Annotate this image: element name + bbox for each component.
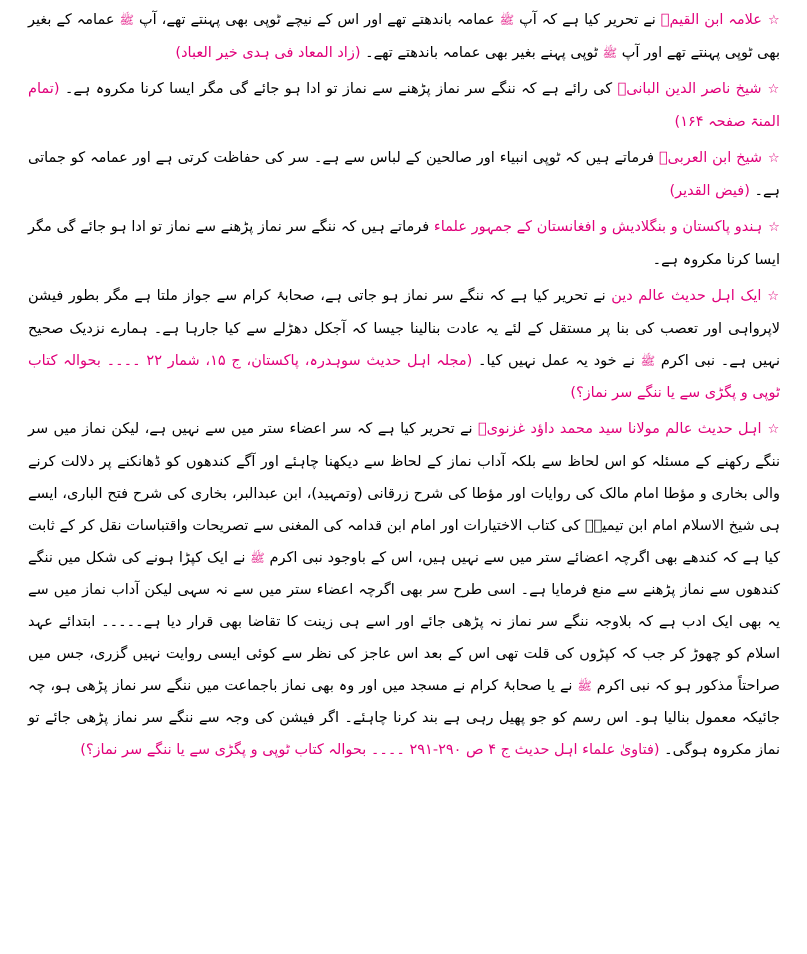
paragraph-text: عمامہ باندھتے تھے اور اس کے نیچے ٹوپی بھی پہنتے تھے، آپ bbox=[134, 12, 500, 28]
paragraph-ibn-qayyim bbox=[28, 4, 780, 69]
star-icon: ☆ bbox=[767, 422, 781, 437]
paragraph-ghaznavi bbox=[28, 413, 780, 766]
paragraph-albani bbox=[28, 73, 780, 138]
star-icon: ☆ bbox=[767, 289, 780, 304]
salutation-glyph: ﷺ bbox=[499, 13, 515, 27]
paragraph-text: نے تحریر کیا ہے کہ ننگے سر نماز ہو جاتی ہے، صحابۂ کرام سے جواز ملتا ہے مگر بطور فیشن لاپرواہی اور تعصب کی بنا پر مستقل کے لئے یہ عادت بنالینا جیسا کہ آجکل دھڑلے سے کیا جارہا ہے۔ ہمارے نزدیک صحیح نہیں ہے۔ نبی اکرم bbox=[28, 288, 780, 369]
paragraph-text: نے ایک کپڑا ہونے کی شکل میں ننگے کندھوں سے نماز پڑھنے سے منع فرمایا ہے۔ اسی طرح سر بھی اگرچہ اعضاء ستر میں سے نہ سہی لیکن آداب نماز میں سے یہ بھی ایک ادب ہے کہ بلاوجہ ننگے سر نماز نہ پڑھی جائے اور اسے ہی زینت کا تقاضا بھی قرار دیا ہے۔۔۔۔۔ ابتدائے عہد اسلام کو چھوڑ کر جب کہ کپڑوں کی قلت تھی اس کے بعد اس عاجز کی نظر سے کوئی ایسی روایت نہیں گزری، جس میں صراحتاً مذکور ہو کہ نبی اکرم bbox=[28, 550, 780, 694]
reference: (تمام المنۃ صفحہ ۱۶۴) bbox=[28, 81, 780, 130]
scholar-name: اہل حدیث عالم مولانا سید محمد داؤد غزنویؒ bbox=[477, 421, 762, 437]
salutation-glyph: ﷺ bbox=[577, 679, 592, 693]
scholar-name: شیخ ناصر الدین البانیؒ bbox=[617, 81, 762, 97]
paragraph-text: نے تحریر کیا ہے کہ سر اعضاء ستر میں سے نہیں ہے، لیکن نماز میں سر ننگے رکھنے کے مسئلہ کو اس لحاظ سے بلکہ آداب نماز کے لحاظ سے دیکھنا چاہئے اور آگے کندھوں کو ڈھانکنے پر دلالت کرنے والی بخاری و مؤطا امام مالک کی روایات اور مؤطا کی شرح زرقانی (وتمہید)، ابن عبدالبر، بخاری کی شرح فتح الباری، ایسے ہی شیخ الاسلام امام ابن تیمیہؒ کی کتاب الاختیارات اور امام ابن قدامہ کی المغنی سے تصریحات واقتباسات نقل کر کے ثابت کیا ہے کہ کندھے بھی اگرچہ اعضائے ستر میں سے نہیں ہیں، اس کے باوجود نبی اکرم bbox=[28, 421, 780, 566]
paragraph-ahl-hadith-alim bbox=[28, 280, 780, 409]
paragraph-text: نے تحریر کیا ہے کہ آپ bbox=[514, 12, 661, 28]
paragraph-jamhoor-ulama bbox=[28, 211, 780, 276]
star-icon: ☆ bbox=[768, 220, 780, 235]
star-icon: ☆ bbox=[767, 13, 780, 28]
paragraph-text: نے یا صحابۂ کرام نے مسجد میں اور وہ بھی نماز باجماعت میں ننگے سر نماز پڑھی ہو، چہ جائیکہ معمول بنالیا ہو۔ اس رسم کو جو پھیل رہی ہے بند کرنا چاہئے۔ اگر فیشن کی وجہ سے ننگے سر نماز پڑھی جائے تو نماز مکروہ ہوگی۔ bbox=[28, 678, 780, 758]
salutation-glyph: ﷺ bbox=[119, 13, 134, 27]
salutation-glyph: ﷺ bbox=[640, 354, 656, 368]
reference: (زاد المعاد فی ہدی خیر العباد) bbox=[175, 45, 361, 61]
reference: (فیض القدیر) bbox=[669, 183, 750, 199]
scholar-name: شیخ ابن العربیؒ bbox=[658, 150, 763, 166]
salutation-glyph: ﷺ bbox=[602, 46, 618, 60]
salutation-glyph: ﷺ bbox=[250, 551, 265, 565]
reference: (مجلہ اہل حدیث سوہدرہ، پاکستان، ج ۱۵، شمار ۲۲ ۔۔۔۔ بحوالہ کتاب ٹوپی و پگڑی سے یا ننگے سر نماز؟) bbox=[28, 353, 780, 401]
scholar-name: علامہ ابن القیمؒ bbox=[660, 12, 762, 28]
scholar-name: ہندو پاکستان و بنگلادیش و افغانستان کے جمہور علماء bbox=[433, 219, 763, 235]
paragraph-text: ٹوپی پہنے بغیر بھی عمامہ باندھتے تھے۔ bbox=[360, 45, 603, 61]
paragraph-text: فرماتے ہیں کہ ٹوپی انبیاء اور صالحین کے لباس سے ہے۔ سر کی حفاظت کرتی ہے اور عمامہ کو جماتی ہے۔ bbox=[28, 150, 780, 199]
scholar-name: ایک اہل حدیث عالم دین bbox=[611, 288, 762, 304]
document-body bbox=[28, 4, 780, 950]
star-icon: ☆ bbox=[768, 151, 780, 166]
reference: (فتاویٰ علماء اہل حدیث ج ۴ ص ۲۹۰-۲۹۱ ۔۔۔۔ بحوالہ کتاب ٹوپی و پگڑی سے یا ننگے سر نماز؟) bbox=[80, 742, 660, 758]
paragraph-text: فرماتے ہیں کہ ننگے سر نماز پڑھنے سے نماز تو ادا ہو جائے گی مگر ایسا کرنا مکروہ ہے۔ bbox=[28, 219, 780, 268]
paragraph-text: نے خود یہ عمل نہیں کیا۔ bbox=[472, 353, 641, 369]
paragraph-text: کی رائے ہے کہ ننگے سر نماز پڑھنے سے نماز تو ادا ہو جائے گی مگر ایسا کرنا مکروہ ہے۔ bbox=[59, 81, 618, 97]
paragraph-text: عمامہ کے بغیر بھی ٹوپی پہنتے تھے اور آپ bbox=[28, 12, 780, 61]
star-icon: ☆ bbox=[767, 82, 780, 97]
paragraph-ibn-arabi bbox=[28, 142, 780, 207]
